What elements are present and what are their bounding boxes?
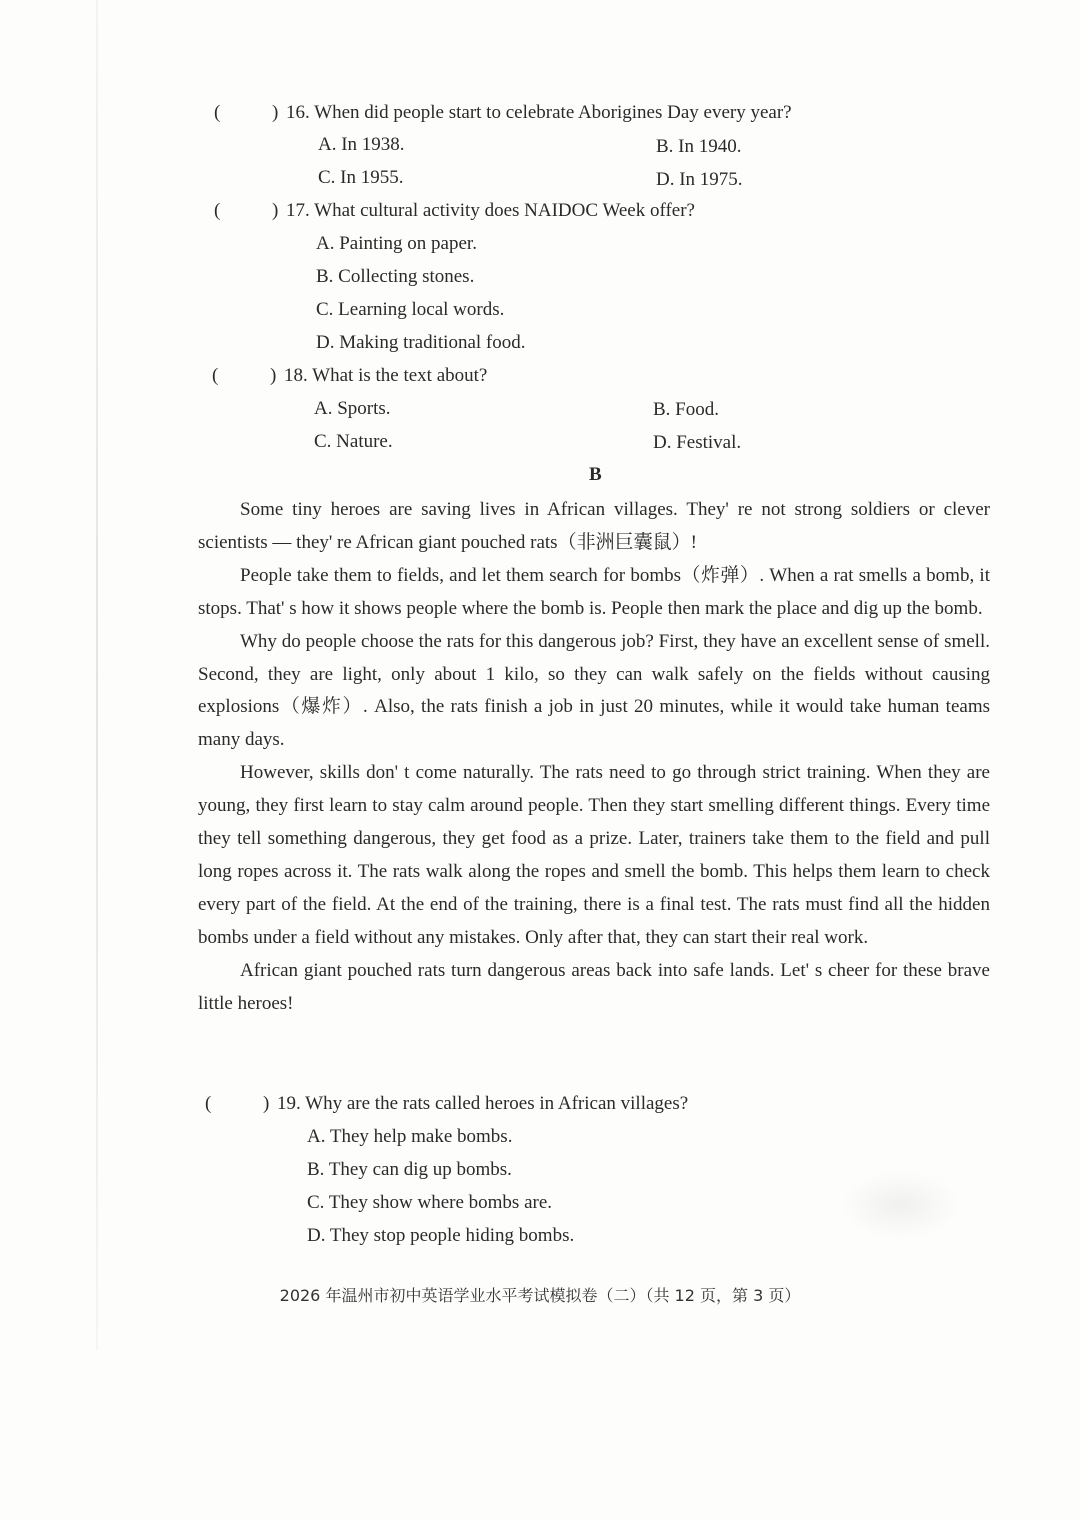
passage-paragraph: Why do people choose the rats for this dangerous job? First, they have an excellent sense of smell. Second, they are light, only about 1 kilo, so they can walk safely on the fields without causing explosions（爆炸）. Also, the rats finish a job in just 20 minutes, while it would take human teams many days. (198, 630, 990, 751)
option-a: A. Sports. (314, 398, 391, 419)
page-footer: 2026 年温州市初中英语学业水平考试模拟卷（二）（共 12 页，第 3 页） (279, 1286, 801, 1305)
question-text: What cultural activity does NAIDOC Week offer? (314, 200, 695, 221)
option-a: A. In 1938. (318, 134, 405, 155)
scan-smudge (840, 1170, 960, 1240)
option-b: B. They can dig up bombs. (307, 1159, 512, 1180)
question-17-stem (214, 200, 695, 222)
question-number: 18. (284, 365, 308, 386)
option-c: C. Learning local words. (316, 299, 505, 320)
question-number: 17. (286, 200, 310, 221)
question-text: When did people start to celebrate Aborigines Day every year? (314, 102, 792, 123)
option-b: B. Collecting stones. (316, 266, 475, 287)
question-text: What is the text about? (312, 365, 488, 386)
scan-edge-shadow (96, 0, 98, 1350)
passage-paragraph: People take them to fields, and let them search for bombs（炸弹）. When a rat smells a bomb, it stops. That' s how it shows people where the bomb is. People then mark the place and dig up the bomb. (198, 564, 990, 619)
section-title: B (589, 464, 602, 485)
option-c: C. In 1955. (318, 167, 404, 188)
reading-passage (198, 494, 990, 1021)
passage-paragraph: However, skills don' t come naturally. The rats need to go through strict training. When they are young, they first learn to stay calm around people. Then they start smelling different things. Every time they tell something dangerous, they get food as a prize. Later, trainers take them to the field and pull long ropes across it. The rats walk along the ropes and smell the bomb. This helps them learn to check every part of the field. At the end of the training, there is a final test. The rats must find all the hidden bombs under a field without any mistakes. Only after that, they can start their real work. (198, 762, 990, 948)
question-16-stem (214, 102, 792, 124)
option-d: D. Making traditional food. (316, 332, 526, 353)
option-d: D. Festival. (653, 432, 742, 453)
passage-paragraph: Some tiny heroes are saving lives in African villages. They' re not strong soldiers or clever scientists — they' re African giant pouched rats（非洲巨囊鼠）! (198, 499, 990, 553)
option-d: D. They stop people hiding bombs. (307, 1225, 575, 1246)
answer-blank: ( ) (212, 365, 277, 386)
question-number: 16. (286, 102, 310, 123)
question-19-stem (205, 1093, 688, 1115)
option-a: A. Painting on paper. (316, 233, 477, 254)
answer-blank: ( ) (214, 200, 279, 221)
option-a: A. They help make bombs. (307, 1126, 513, 1147)
answer-blank: ( ) (214, 102, 279, 123)
option-b: B. In 1940. (656, 136, 742, 157)
question-number: 19. (277, 1093, 301, 1114)
option-c: C. They show where bombs are. (307, 1192, 553, 1213)
option-c: C. Nature. (314, 431, 393, 452)
question-18-stem (212, 365, 487, 387)
option-d: D. In 1975. (656, 169, 743, 190)
option-b: B. Food. (653, 399, 719, 420)
answer-blank: ( ) (205, 1093, 270, 1114)
passage-paragraph: African giant pouched rats turn dangerous areas back into safe lands. Let' s cheer for these brave little heroes! (198, 959, 990, 1014)
question-text: Why are the rats called heroes in African villages? (305, 1093, 689, 1114)
